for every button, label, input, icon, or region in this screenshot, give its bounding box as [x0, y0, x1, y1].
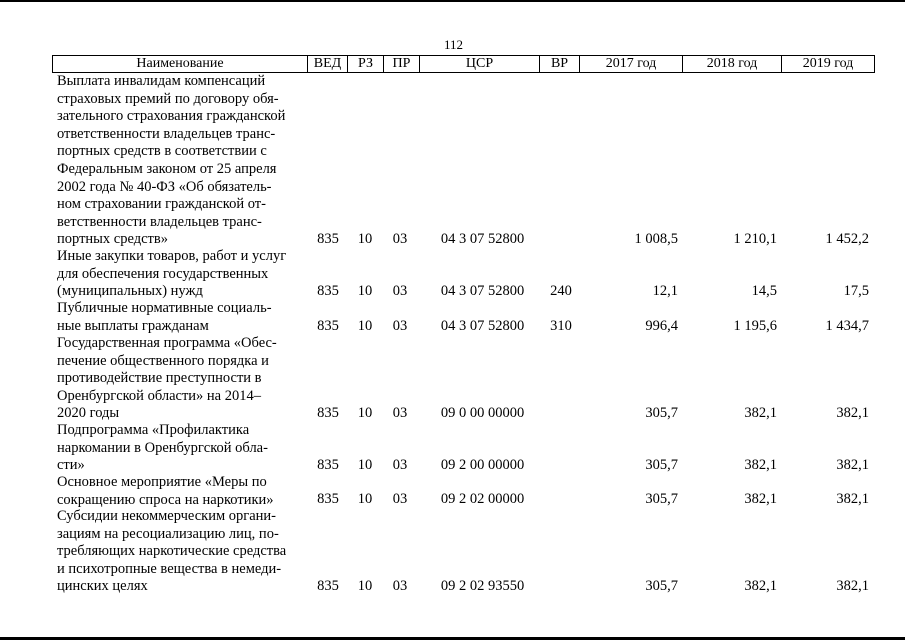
header-pr: ПР: [383, 56, 419, 72]
row-2-2017: 996,4: [645, 318, 678, 334]
row-6-2019: 382,1: [836, 578, 869, 594]
header-2017: 2017 год: [579, 56, 682, 72]
row-5-name: Основное мероприятие «Меры по сокращению спроса на наркотики»: [57, 474, 274, 508]
row-5-rz: 10: [357, 491, 373, 507]
row-2-pr: 03: [392, 318, 408, 334]
row-3-pr: 03: [392, 405, 408, 421]
row-3-2018: 382,1: [744, 405, 777, 421]
row-6-ved: 835: [317, 578, 339, 594]
row-6-csr: 09 2 02 93550: [440, 578, 525, 594]
row-3-2017: 305,7: [645, 405, 678, 421]
row-2-csr: 04 3 07 52800: [440, 318, 525, 334]
table-header: [52, 55, 875, 73]
row-0-csr: 04 3 07 52800: [440, 231, 525, 247]
row-2-rz: 10: [357, 318, 373, 334]
page-number: 112: [444, 37, 464, 52]
row-3-csr: 09 0 00 00000: [440, 405, 525, 421]
row-6-name: Субсидии некоммерческим органи- зациям на ресоциализацию лиц, по- требляющих наркотические средства и психотропные вещества в немеди- цинских целях: [57, 508, 287, 595]
row-4-pr: 03: [392, 457, 408, 473]
row-1-2017: 12,1: [652, 283, 678, 299]
row-2-name: Публичные нормативные социаль- ные выплаты гражданам: [57, 300, 272, 334]
row-6-rz: 10: [357, 578, 373, 594]
row-4-2017: 305,7: [645, 457, 678, 473]
row-5-2018: 382,1: [744, 491, 777, 507]
row-2-ved: 835: [317, 318, 339, 334]
page-top-border: [0, 0, 905, 2]
row-1-2018: 14,5: [751, 283, 777, 299]
header-ved: ВЕД: [307, 56, 347, 72]
header-name: Наименование: [136, 56, 224, 71]
row-3-ved: 835: [317, 405, 339, 421]
header-2018: 2018 год: [682, 56, 781, 72]
header-rz: РЗ: [347, 56, 383, 72]
row-5-pr: 03: [392, 491, 408, 507]
row-1-ved: 835: [317, 283, 339, 299]
header-2019: 2019 год: [781, 56, 874, 72]
row-0-ved: 835: [317, 231, 339, 247]
row-1-rz: 10: [357, 283, 373, 299]
row-5-csr: 09 2 02 00000: [440, 491, 525, 507]
row-1-name: Иные закупки товаров, работ и услуг для обеспечения государственных (муниципальных) нужд: [57, 248, 287, 300]
row-6-pr: 03: [392, 578, 408, 594]
header-vr: ВР: [539, 56, 579, 72]
row-0-rz: 10: [357, 231, 373, 247]
row-1-csr: 04 3 07 52800: [440, 283, 525, 299]
row-6-2018: 382,1: [744, 578, 777, 594]
row-1-pr: 03: [392, 283, 408, 299]
row-4-rz: 10: [357, 457, 373, 473]
row-5-2017: 305,7: [645, 491, 678, 507]
row-5-2019: 382,1: [836, 491, 869, 507]
row-6-2017: 305,7: [645, 578, 678, 594]
row-3-rz: 10: [357, 405, 373, 421]
row-0-2018: 1 210,1: [733, 231, 777, 247]
row-1-2019: 17,5: [843, 283, 869, 299]
row-5-ved: 835: [317, 491, 339, 507]
row-4-name: Подпрограмма «Профилактика наркомании в Оренбургской обла- сти»: [57, 422, 268, 474]
row-4-2018: 382,1: [744, 457, 777, 473]
row-2-vr: 310: [550, 318, 572, 334]
row-0-name: Выплата инвалидам компенсаций страховых премий по договору обя- зательного страхования гражданской ответственности владельцев транс- портных средств в соответствии с Федеральным законом от 25 апреля 2002 года № 40-ФЗ «Об обязатель- ном страховании гражданской от- ветственности владельцев транс- портных средств»: [57, 73, 286, 248]
row-0-2017: 1 008,5: [634, 231, 678, 247]
row-3-2019: 382,1: [836, 405, 869, 421]
row-0-2019: 1 452,2: [825, 231, 869, 247]
row-0-pr: 03: [392, 231, 408, 247]
row-3-name: Государственная программа «Обес- печение общественного порядка и противодействие преступности в Оренбургской области» на 2014– 2020 годы: [57, 335, 277, 422]
row-2-2018: 1 195,6: [733, 318, 777, 334]
header-csr: ЦСР: [419, 56, 539, 72]
row-4-csr: 09 2 00 00000: [440, 457, 525, 473]
row-4-ved: 835: [317, 457, 339, 473]
row-2-2019: 1 434,7: [825, 318, 869, 334]
row-1-vr: 240: [550, 283, 572, 299]
row-4-2019: 382,1: [836, 457, 869, 473]
